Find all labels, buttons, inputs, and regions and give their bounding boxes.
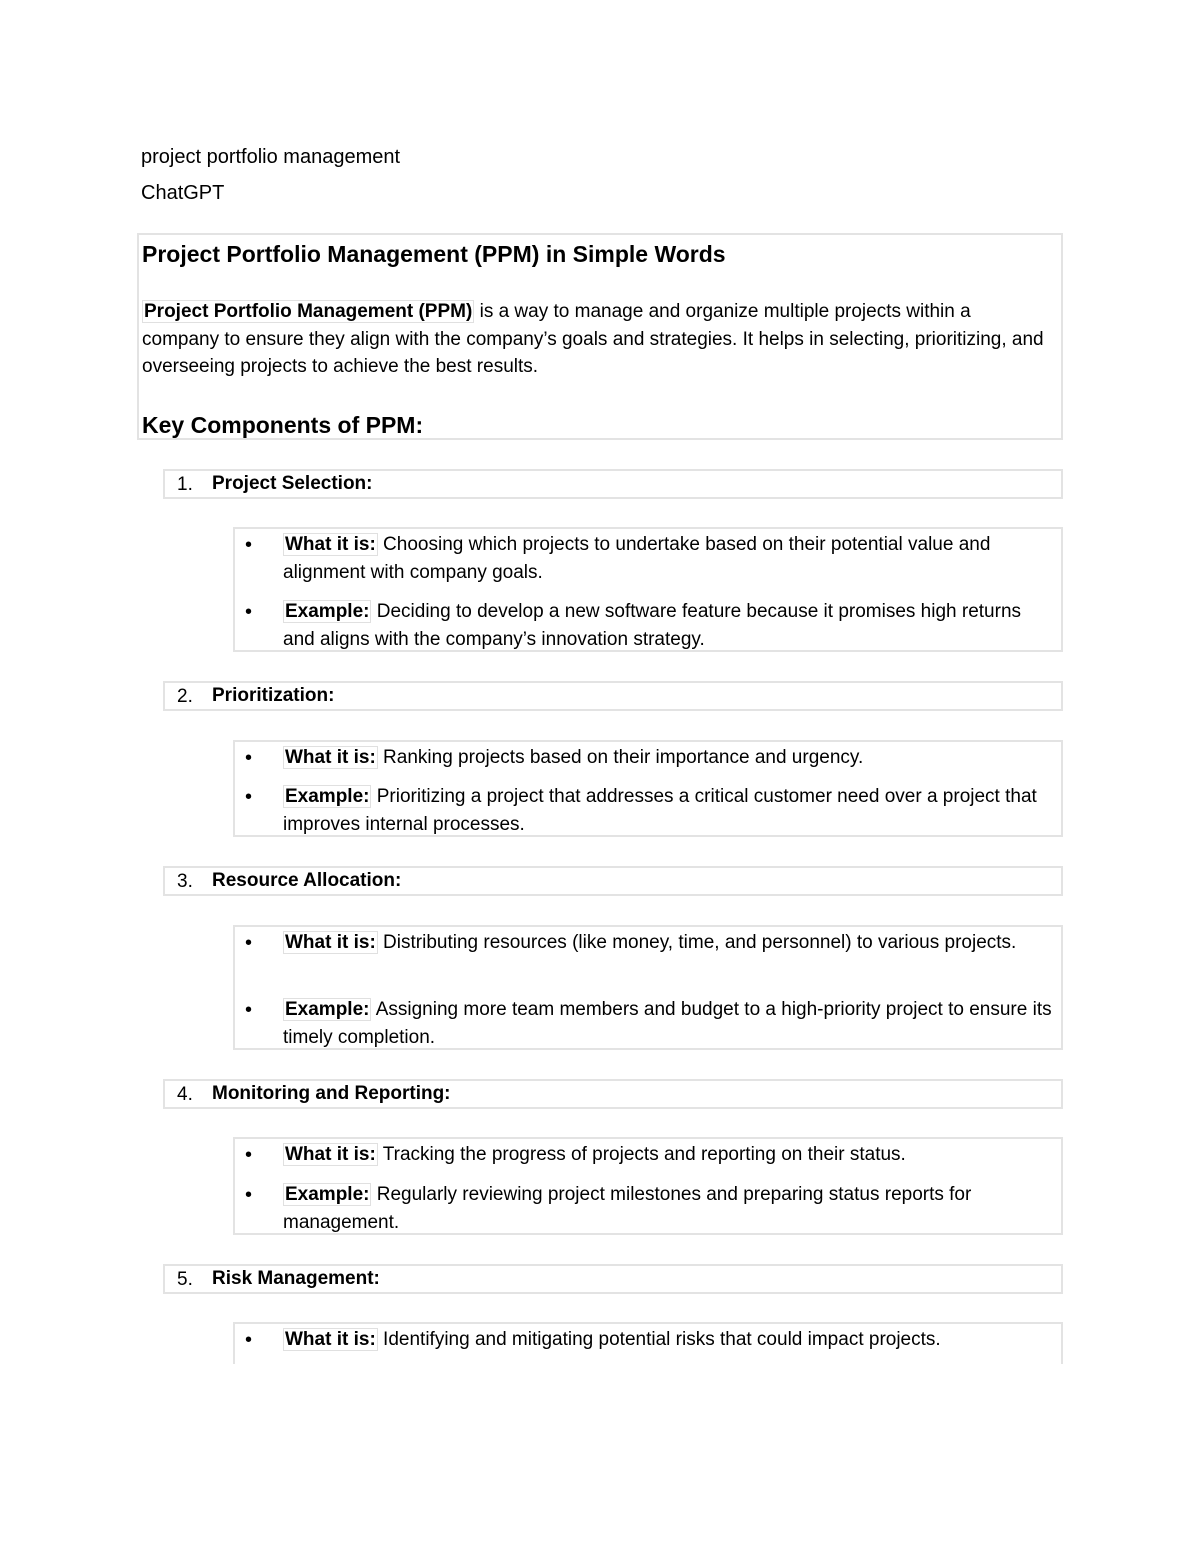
component-number: 5. xyxy=(177,1269,193,1290)
example-label: Example: xyxy=(285,786,370,807)
component-details-1 xyxy=(233,527,1063,652)
component-details-2 xyxy=(233,740,1063,837)
bullet-icon: • xyxy=(245,786,253,808)
component-title: Resource Allocation: xyxy=(212,870,402,891)
component-title: Risk Management: xyxy=(212,1268,380,1289)
what-label: What it is: xyxy=(285,1144,376,1165)
example-item xyxy=(283,996,1055,1051)
main-heading: Project Portfolio Management (PPM) in Simple Words xyxy=(142,241,726,267)
example-text: Deciding to develop a new software feature because it promises high returns and aligns with the company’s innovation strategy. xyxy=(283,601,1022,650)
what-label: What it is: xyxy=(285,1329,376,1350)
key-components-heading: Key Components of PPM: xyxy=(142,412,424,438)
example-label: Example: xyxy=(285,1184,370,1205)
component-heading-1 xyxy=(163,469,1063,499)
component-heading-5 xyxy=(163,1264,1063,1294)
what-it-is-item xyxy=(283,744,1055,772)
intro-section xyxy=(137,233,1063,440)
what-it-is-item xyxy=(283,1141,1055,1169)
example-label: Example: xyxy=(285,999,370,1020)
component-details-3 xyxy=(233,925,1063,1050)
bullet-icon: • xyxy=(245,747,253,769)
component-heading-2 xyxy=(163,681,1063,711)
example-text: Assigning more team members and budget to a high-priority project to ensure its timely completion. xyxy=(283,999,1052,1048)
what-it-is-item xyxy=(283,531,1055,586)
component-details-5 xyxy=(233,1322,1063,1364)
bullet-icon: • xyxy=(245,1329,253,1351)
bullet-icon: • xyxy=(245,601,253,623)
what-label: What it is: xyxy=(285,932,376,953)
ppm-definition: is a way to manage and organize multiple projects within a company to ensure they align with the company’s goals and strategies. It helps in selecting, prioritizing, and overseeing projects to achieve the best results. xyxy=(142,301,1044,377)
bullet-icon: • xyxy=(245,999,253,1021)
ppm-term: Project Portfolio Management (PPM) xyxy=(144,301,473,322)
example-label: Example: xyxy=(285,601,370,622)
what-text: Tracking the progress of projects and reporting on their status. xyxy=(377,1144,906,1165)
component-heading-4 xyxy=(163,1079,1063,1109)
component-number: 1. xyxy=(177,474,193,495)
what-text: Ranking projects based on their importance and urgency. xyxy=(377,747,864,768)
example-text: Regularly reviewing project milestones and preparing status reports for management. xyxy=(283,1184,972,1233)
what-text: Identifying and mitigating potential risks that could impact projects. xyxy=(377,1329,941,1350)
component-number: 4. xyxy=(177,1084,193,1105)
component-title: Prioritization: xyxy=(212,685,335,706)
component-heading-3 xyxy=(163,866,1063,896)
component-title: Project Selection: xyxy=(212,473,373,494)
component-number: 2. xyxy=(177,686,193,707)
intro-paragraph xyxy=(142,298,1052,381)
what-it-is-item xyxy=(283,929,1055,957)
bullet-icon: • xyxy=(245,1184,253,1206)
component-details-4 xyxy=(233,1137,1063,1235)
source-label: ChatGPT xyxy=(141,182,225,204)
what-text: Choosing which projects to undertake based on their potential value and alignment with company goals. xyxy=(283,534,991,583)
what-text: Distributing resources (like money, time, and personnel) to various projects. xyxy=(377,932,1017,953)
document-title: project portfolio management xyxy=(141,146,401,168)
bullet-icon: • xyxy=(245,1144,253,1166)
example-item xyxy=(283,598,1055,653)
example-item xyxy=(283,1181,1055,1236)
what-label: What it is: xyxy=(285,534,376,555)
bullet-icon: • xyxy=(245,534,253,556)
example-item xyxy=(283,783,1055,838)
component-number: 3. xyxy=(177,871,193,892)
what-it-is-item xyxy=(283,1326,1055,1354)
bullet-icon: • xyxy=(245,932,253,954)
example-text: Prioritizing a project that addresses a critical customer need over a project that improves internal processes. xyxy=(283,786,1037,835)
what-label: What it is: xyxy=(285,747,376,768)
component-title: Monitoring and Reporting: xyxy=(212,1083,451,1104)
